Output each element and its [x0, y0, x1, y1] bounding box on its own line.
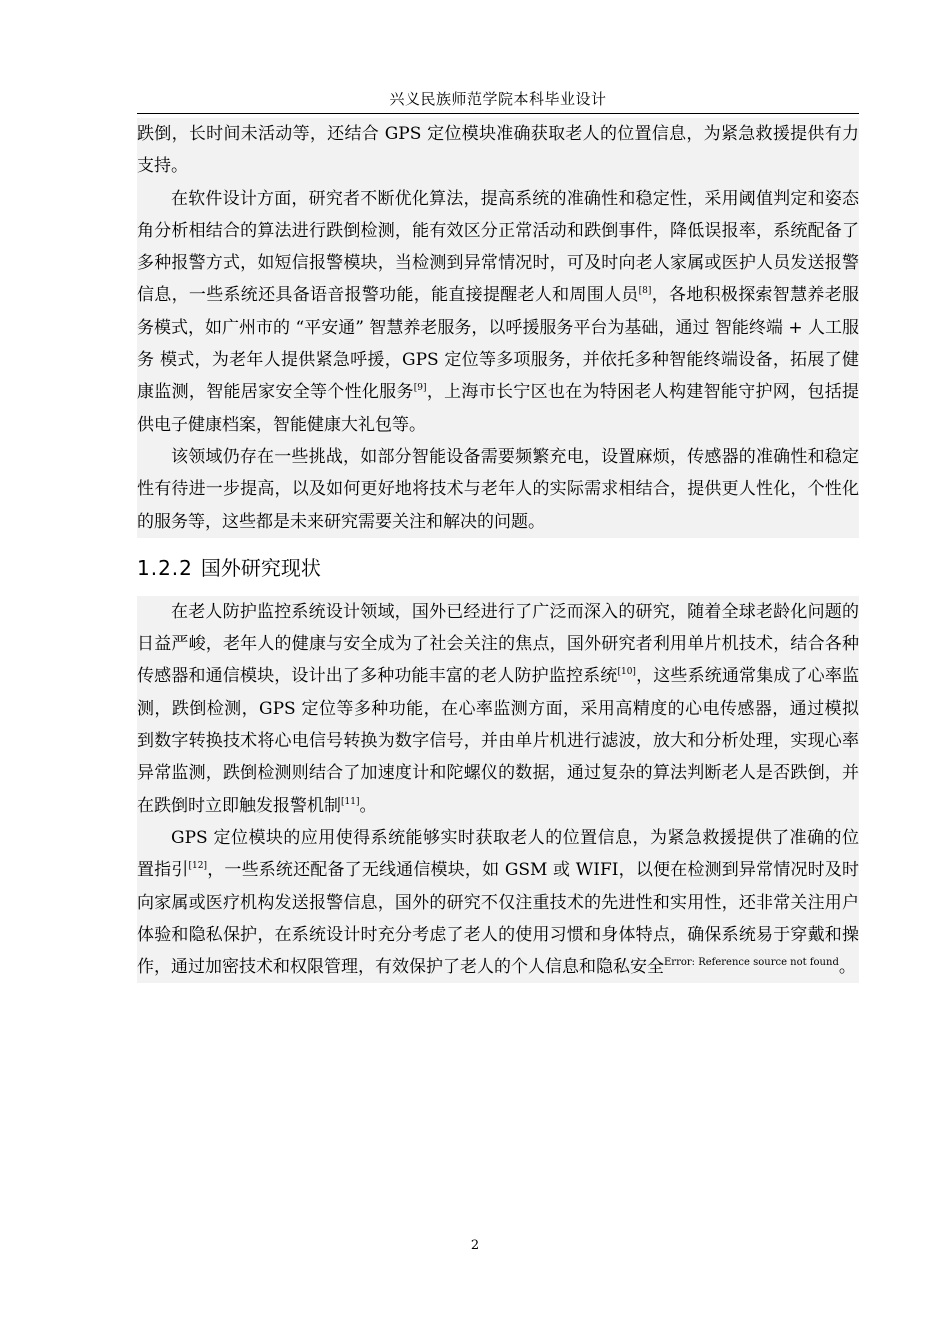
page-body	[137, 118, 859, 983]
paragraph-2-text-a: 在软件设计方面，研究者不断优化算法，提高系统的准确性和稳定性，采用阈值判定和姿态角分析相结合的算法进行跌倒检测，能有效区分正常活动和跌倒事件，降低误报率，系统配备了多种报警方式，如短信报警模块，当检测到异常情况时，可及时向老人家属或医护人员发送报警信息，一些系统还具备语音报警功能，能直接提醒老人和周围人员	[137, 188, 859, 306]
section-number: 1.2.2	[137, 555, 193, 580]
reference-error-note: Error: Reference source not found	[664, 957, 839, 969]
page-number: 2	[470, 1238, 480, 1253]
paragraph-4-text-a: 在老人防护监控系统设计领域，国外已经进行了广泛而深入的研究，随着全球老龄化问题的日益严峻，老年人的健康与安全成为了社会关注的焦点，国外研究者利用单片机技术，结合各种传感器和通信模块，设计出了多种功能丰富的老人防护监控系统	[137, 601, 859, 687]
paragraph-1: 跌倒，长时间未活动等，还结合 GPS 定位模块准确获取老人的位置信息，为紧急救援提供有力支持。	[137, 118, 859, 183]
paragraph-5-text-b: ，一些系统还配备了无线通信模块，如 GSM 或 WIFI，以便在检测到异常情况时及时向家属或医疗机构发送报警信息，国外的研究不仅注重技术的先进性和实用性，还非常关注用户体验和隐私保护，在系统设计时充分考虑了老人的使用习惯和身体特点，确保系统易于穿戴和操作，通过加密技术和权限管理，有效保护了老人的个人信息和隐私安全	[137, 860, 860, 978]
citation-10: [10]	[617, 667, 636, 678]
paragraph-4-text-c: 。	[359, 795, 377, 816]
paragraph-5-text-a: GPS 定位模块的应用使得系统能够实时获取老人的位置信息，为紧急救援提供了准确的位置指引	[137, 827, 859, 881]
paragraph-2-text-b: ，各地积极探索智慧养老服务模式，如广州市的 “平安通” 智慧养老服务，以呼援服务平台为基础，通过 智能终端 + 人工服务 模式，为老年人提供紧急呼援，GPS 定位等多项服务，并依托多种智能终端设备，拓展了健康监测，智能居家安全等个性化服务	[137, 285, 860, 403]
citation-9: [9]	[413, 383, 427, 394]
paragraph-5-text-c: 。	[838, 957, 856, 978]
paragraph-5	[137, 822, 859, 983]
section-heading	[137, 554, 859, 582]
paragraph-4-text-b: ，这些系统通常集成了心率监测，跌倒检测，GPS 定位等多种功能，在心率监测方面，采用高精度的心电传感器，通过模拟到数字转换技术将心电信号转换为数字信号，并由单片机进行滤波，放大和分析处理，实现心率异常监测，跌倒检测则结合了加速度计和陀螺仪的数据，通过复杂的算法判断老人是否跌倒，并在跌倒时立即触发报警机制	[137, 666, 860, 816]
page-header: 兴义民族师范学院本科毕业设计	[389, 90, 607, 108]
paragraph-4	[137, 596, 859, 822]
citation-12: [12]	[188, 861, 208, 872]
paragraph-3: 该领域仍存在一些挑战，如部分智能设备需要频繁充电，设置麻烦，传感器的准确性和稳定性有待进一步提高，以及如何更好地将技术与老年人的实际需求相结合，提供更人性化，个性化的服务等，这些都是未来研究需要关注和解决的问题。	[137, 441, 859, 538]
section-title: 国外研究现状	[200, 555, 321, 580]
paragraph-2	[137, 183, 859, 441]
paragraph-2-text-c: ，上海市长宁区也在为特困老人构建智能守护网，包括提供电子健康档案，智能健康大礼包等。	[137, 382, 859, 435]
citation-8: [8]	[638, 286, 652, 297]
citation-11: [11]	[341, 796, 360, 807]
header-divider	[137, 113, 859, 114]
